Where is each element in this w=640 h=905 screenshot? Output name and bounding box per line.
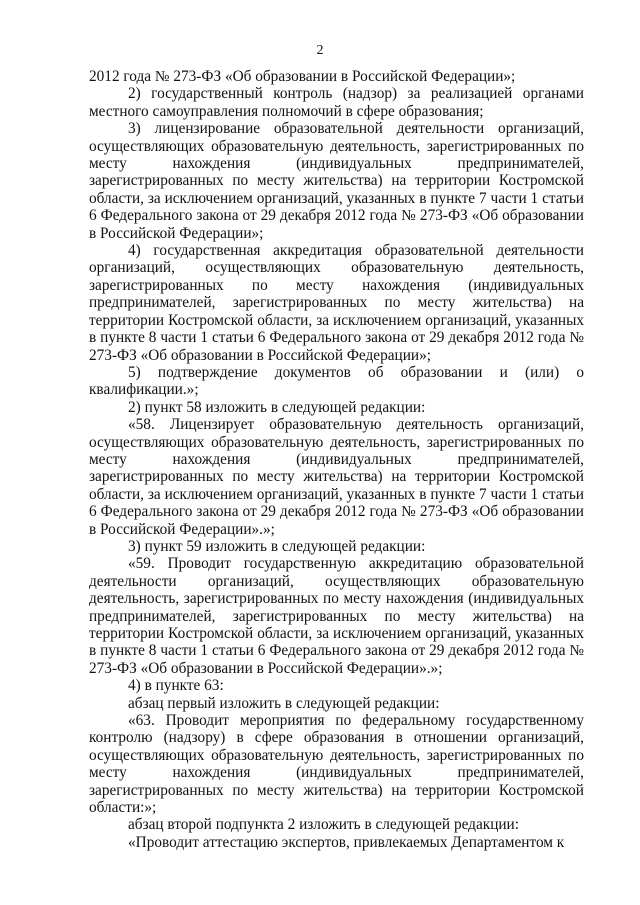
document-body <box>89 68 584 851</box>
paragraph-10: 4) в пункте 63: <box>128 677 224 695</box>
paragraph-14: «Проводит аттестацию экспертов, привлекаемых Департаментом к <box>128 833 565 851</box>
paragraph-5: 5) подтверждение документов об образовании и (или) о квалификации.»; <box>89 363 584 399</box>
paragraph-7: «58. Лицензирует образовательную деятельность организаций, осуществляющих образовательную деятельность, зарегистрированных по месту нахождения (индивидуальных предпринимателей, зарегистрированных по месту жительства) на территории Костромской области, за исключением организаций, указанных в пункте 7 части 1 статьи 6 Федерального закона от 29 декабря 2012 года № 273-ФЗ «Об образовании в Российской Федерации».»; <box>89 416 584 538</box>
paragraph-12: «63. Проводит мероприятия по федеральному государственному контролю (надзору) в сфере образования в отношении организаций, осуществляющих образовательную деятельность, зарегистрированных по месту нахождения (индивидуальных предпринимателей, зарегистрированных по месту жительства) на территории Костромской области:»; <box>89 712 584 817</box>
paragraph-3: 3) лицензирование образовательной деятельности организаций, осуществляющих образовательную деятельность, зарегистрированных по месту нахождения (индивидуальных предпринимателей, зарегистрированных по месту жительства) на территории Костромской области, за исключением организаций, указанных в пункте 7 части 1 статьи 6 Федерального закона от 29 декабря 2012 года № 273-ФЗ «Об образовании в Российской Федерации»; <box>89 120 584 242</box>
paragraph-6: 2) пункт 58 изложить в следующей редакции: <box>128 398 426 416</box>
paragraph-1: 2012 года № 273-ФЗ «Об образовании в Российской Федерации»; <box>89 68 516 85</box>
paragraph-13: абзац второй подпункта 2 изложить в следующей редакции: <box>128 816 519 834</box>
paragraph-2: 2) государственный контроль (надзор) за реализацией органами местного самоуправления полномочий в сфере образования; <box>89 85 584 120</box>
paragraph-11: абзац первый изложить в следующей редакции: <box>128 694 440 712</box>
paragraph-4: 4) государственная аккредитация образовательной деятельности организаций, осуществляющих образовательную деятельность, зарегистрированных по месту нахождения (индивидуальных предпринимателей, зарегистрированных по месту жительства) на территории Костромской области, за исключением организаций, указанных в пункте 8 части 1 статьи 6 Федерального закона от 29 декабря 2012 года № 273-ФЗ «Об образовании в Российской Федерации»; <box>89 242 584 364</box>
page-number: 2 <box>316 43 324 58</box>
paragraph-9: «59. Проводит государственную аккредитацию образовательной деятельности организаций, осуществляющих образовательную деятельность, зарегистрированных по месту нахождения (индивидуальных предпринимателей, зарегистрированных по месту жительства) на территории Костромской области, за исключением организаций, указанных в пункте 8 части 1 статьи 6 Федерального закона от 29 декабря 2012 года № 273-ФЗ «Об образовании в Российской Федерации».»; <box>89 555 584 677</box>
paragraph-8: 3) пункт 59 изложить в следующей редакции: <box>128 537 426 555</box>
